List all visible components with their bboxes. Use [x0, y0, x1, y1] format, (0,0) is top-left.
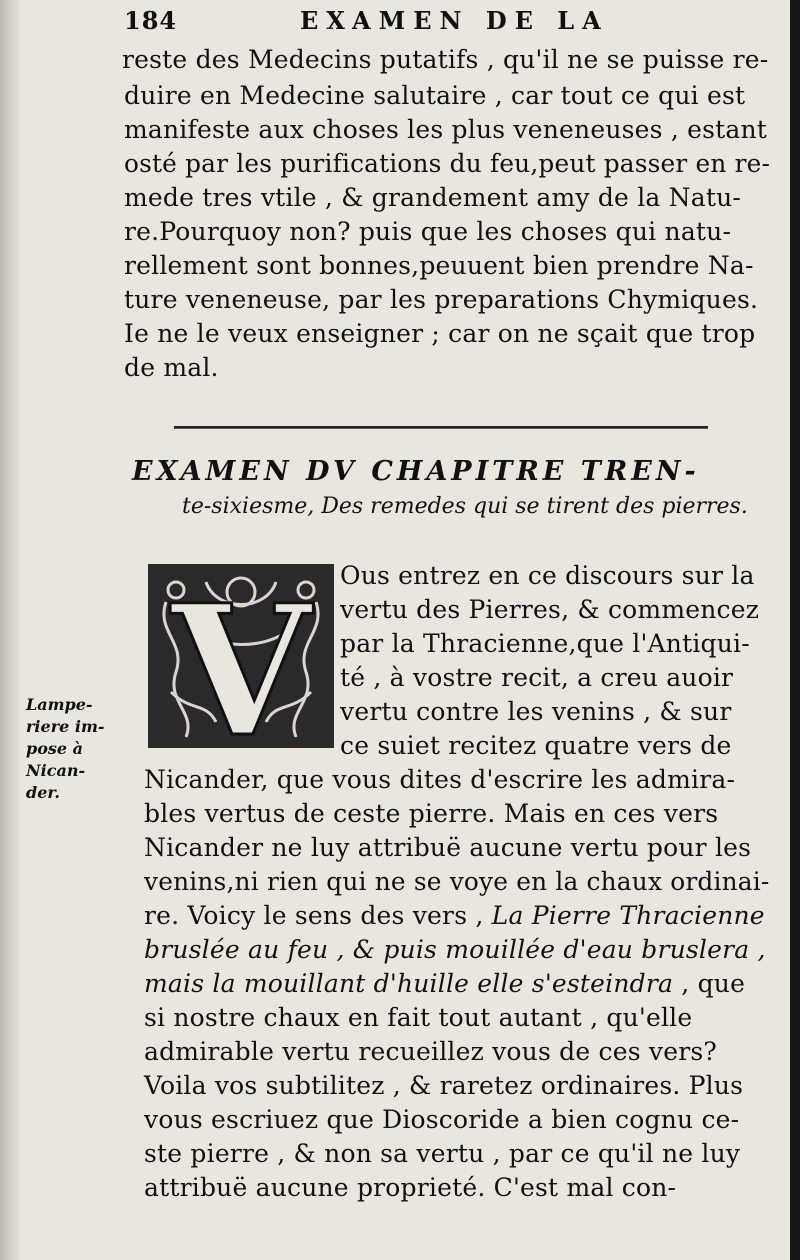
text-line: osté par les purifications du feu,peut passer en re- — [124, 149, 771, 178]
margin-note — [26, 694, 136, 804]
chapter-subheading: te-sixiesme, Des remedes qui se tirent des pierres. — [182, 494, 748, 519]
text-line: de mal. — [124, 353, 219, 382]
text-line: ce suiet recitez quatre vers de — [340, 731, 732, 760]
section-divider — [174, 426, 708, 429]
text-line: re.Pourquoy non? puis que les choses qui natu- — [124, 217, 732, 246]
text-line: vertu des Pierres, & commencez — [340, 595, 760, 624]
italic-line: bruslée au feu , & puis mouillée d'eau bruslera , — [144, 935, 766, 964]
text-line: si nostre chaux en fait tout autant , qu'elle — [144, 1003, 693, 1032]
page-number: 184 — [124, 6, 178, 35]
text-line: mede tres vtile , & grandement amy de la Natu- — [124, 183, 742, 212]
roman-run: re. Voicy le sens des vers , — [144, 901, 492, 930]
margin-note-line: pose à — [26, 739, 83, 758]
text-line: Voila vos subtilitez , & raretez ordinaires. Plus — [144, 1071, 744, 1100]
margin-note-line: riere im- — [26, 717, 105, 736]
chapter-heading: EXAMEN DV CHAPITRE TREN- — [132, 456, 700, 487]
page-edge-shadow — [790, 0, 800, 1260]
page-gutter-shadow — [0, 0, 22, 1260]
running-title: EXAMEN DE LA — [300, 6, 609, 35]
text-line: bles vertus de ceste pierre. Mais en ces vers — [144, 799, 719, 828]
running-header — [120, 6, 760, 40]
text-line: manifeste aux choses les plus veneneuses , estant — [124, 115, 768, 144]
ornamental-dropcap — [146, 562, 336, 750]
text-line: vous escriuez que Dioscoride a bien cognu ce- — [144, 1105, 740, 1134]
text-line-mixed — [144, 968, 745, 1000]
text-line: attribuë aucune proprieté. C'est mal con- — [144, 1173, 677, 1202]
dropcap-letter: V — [171, 566, 311, 750]
margin-note-line: der. — [26, 783, 60, 802]
text-line: vertu contre les venins , & sur — [340, 697, 732, 726]
text-line-mixed — [144, 900, 765, 932]
text-line: Ous entrez en ce discours sur la — [340, 561, 755, 590]
text-line: ste pierre , & non sa vertu , par ce qu'il ne luy — [144, 1139, 741, 1168]
margin-note-line: Nican- — [26, 761, 86, 780]
roman-run: , que — [673, 969, 746, 998]
dropcap-ornament-icon — [146, 562, 336, 750]
italic-run: La Pierre Thracienne — [491, 901, 765, 930]
text-line: ture veneneuse, par les preparations Chymiques. — [124, 285, 759, 314]
text-line: Ie ne le veux enseigner ; car on ne sçait que trop — [124, 319, 756, 348]
margin-note-line: Lampe- — [26, 695, 93, 714]
text-line: reste des Medecins putatifs , qu'il ne se puisse re- — [122, 45, 769, 74]
text-line: par la Thracienne,que l'Antiqui- — [340, 629, 750, 658]
text-line: admirable vertu recueillez vous de ces vers? — [144, 1037, 717, 1066]
text-line: venins,ni rien qui ne se voye en la chaux ordinai- — [144, 867, 770, 896]
text-line: duire en Medecine salutaire , car tout ce qui est — [124, 81, 746, 110]
text-line: Nicander, que vous dites d'escrire les admira- — [144, 765, 736, 794]
text-line: Nicander ne luy attribuë aucune vertu pour les — [144, 833, 752, 862]
text-line: té , à vostre recit, a creu auoir — [340, 663, 734, 692]
italic-run: mais la mouillant d'huille elle s'esteindra — [144, 969, 674, 998]
text-line: rellement sont bonnes,peuuent bien prendre Na- — [124, 251, 754, 280]
